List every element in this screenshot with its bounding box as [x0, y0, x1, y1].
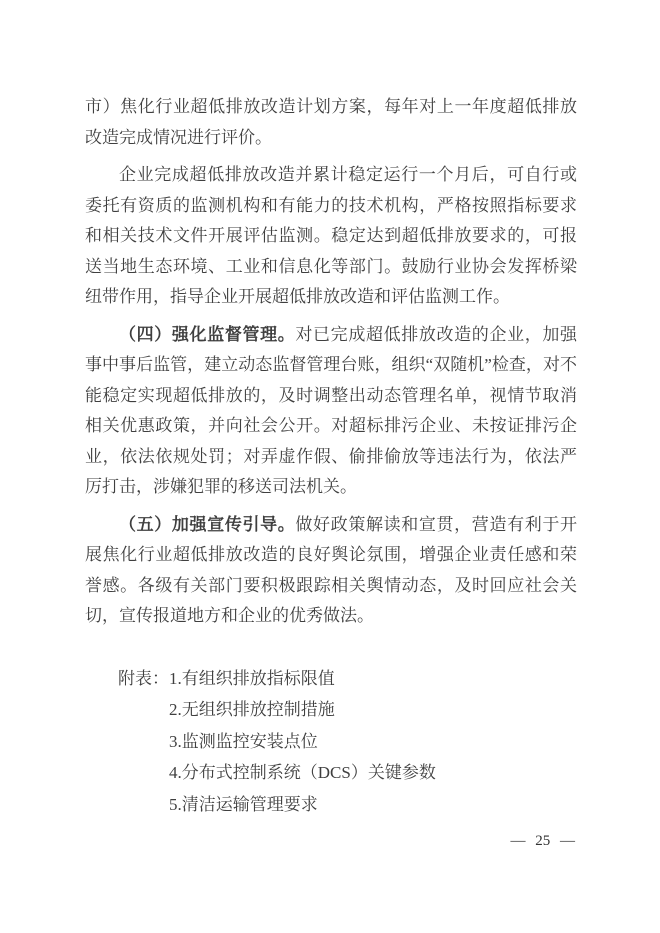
attachment-item: 5.清洁运输管理要求	[169, 794, 318, 814]
paragraph-continuation	[85, 92, 577, 153]
paragraph-text: 对已完成超低排放改造的企业，加强事中事后监管，建立动态监督管理台账，组织“双随机”检查，对不能稳定实现超低排放的，及时调整出动态管理名单，视情节取消相关优惠政策，并向社会公开。对超标排污企业、未按证排污企业，依法依规处罚；对弄虚作假、偷排偷放等违法行为，依法严厉打击，涉嫌犯罪的移送司法机关。	[85, 324, 578, 496]
section-heading-lead: （四）强化监督管理。	[119, 324, 296, 344]
paragraph-section-5	[85, 510, 577, 632]
section-heading-lead: （五）加强宣传引导。	[119, 514, 296, 534]
paragraph-section-4	[85, 320, 577, 503]
paragraph-text: 企业完成超低排放改造并累计稳定运行一个月后，可自行或委托有资质的监测机构和有能力的技术机构，严格按照指标要求和相关技术文件开展评估监测。稳定达到超低排放要求的，可报送当地生态环境、工业和信息化等部门。鼓励行业协会发挥桥梁纽带作用，指导企业开展超低排放改造和评估监测工作。	[85, 165, 577, 306]
paragraph-text: 市）焦化行业超低排放改造计划方案，每年对上一年度超低排放改造完成情况进行评价。	[85, 97, 577, 147]
paragraph	[85, 160, 577, 313]
attachment-block	[85, 663, 577, 821]
page-number: — 25 —	[510, 833, 575, 849]
attachment-label: 附表：	[118, 668, 169, 688]
paragraph-text: 做好政策解读和宣贯，营造有利于开展焦化行业超低排放改造的良好舆论氛围，增强企业责任感和荣誉感。各级有关部门要积极跟踪相关舆情动态，及时回应社会关切，宣传报道地方和企业的优秀做法。	[85, 514, 578, 625]
attachment-list	[169, 663, 436, 821]
attachment-item: 3.监测监控安装点位	[169, 731, 318, 751]
document-body	[85, 92, 577, 820]
attachment-item: 4.分布式控制系统（DCS）关键参数	[169, 763, 436, 782]
attachment-item: 2.无组织排放控制措施	[169, 700, 335, 719]
attachment-item: 1.有组织排放指标限值	[169, 668, 335, 688]
